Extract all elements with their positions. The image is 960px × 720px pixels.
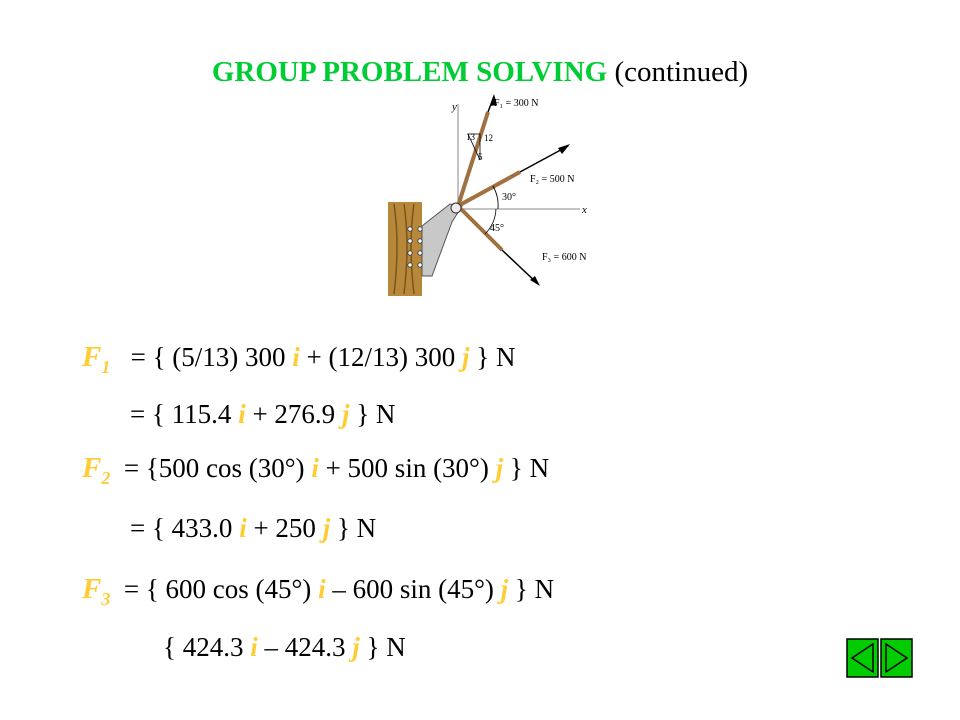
equation-line-3 [82, 451, 549, 495]
tri-13-label: 13 [466, 132, 475, 142]
eq4-i: i [239, 513, 247, 543]
f2-label: F₂ = 500 N [530, 174, 575, 185]
slide-navigation [846, 638, 914, 678]
gusset-plate [422, 204, 462, 276]
f1-symbol: $F_1$ [82, 341, 111, 377]
eq1-j: j [462, 342, 470, 372]
f1-label: F₁ = 300 N [494, 98, 539, 109]
next-slide-button[interactable] [881, 639, 912, 677]
eq2-end: } N [349, 399, 396, 429]
eq4-j: j [322, 513, 331, 543]
eq1-text: = { (5/13) 300 [130, 342, 293, 372]
prev-slide-button[interactable] [847, 639, 878, 677]
f2-symbol: $F_2$ [82, 452, 111, 488]
f3-symbol: $F_3$ [82, 573, 111, 609]
eq5-text: = { 600 cos (45°) [123, 574, 319, 604]
eq3-mid: + 500 sin (30°) [318, 453, 496, 483]
eq1-i: i [292, 342, 300, 372]
eq4-mid: + 250 [246, 513, 323, 543]
slide-title [0, 52, 960, 92]
equation-line-4 [130, 511, 376, 545]
eq6-mid: – 424.3 [257, 632, 353, 662]
eq6-end: } N [359, 632, 406, 662]
eq2-j: j [341, 399, 350, 429]
eq5-mid: – 600 sin (45°) [325, 574, 501, 604]
eq3-text: = {500 cos (30°) [123, 453, 312, 483]
force-diagram [370, 94, 610, 309]
eq5-end: } N [508, 574, 555, 604]
eq2-mid: + 276.9 [245, 399, 342, 429]
pin [451, 203, 461, 213]
angle-30-label: 30° [502, 192, 516, 203]
eq1-mid: + (12/13) 300 [299, 342, 462, 372]
eq1-end: } N [469, 342, 516, 372]
f3-label: F₃ = 600 N [542, 252, 587, 263]
equation-line-1 [82, 340, 515, 384]
eq3-j: j [495, 453, 504, 483]
tri-12-label: 12 [484, 133, 493, 143]
eq3-i: i [311, 453, 319, 483]
force-diagram-svg [370, 94, 610, 304]
eq4-text: = { 433.0 [130, 513, 240, 543]
title-main: GROUP PROBLEM SOLVING [211, 56, 608, 88]
x-axis-label: x [582, 204, 587, 216]
title-sub: (continued) [614, 56, 749, 88]
angle-45-label: 45° [490, 223, 504, 234]
equation-line-6 [163, 630, 406, 664]
eq6-text: { 424.3 [163, 632, 251, 662]
eq5-j: j [500, 574, 509, 604]
eq3-end: } N [503, 453, 550, 483]
equation-line-2 [130, 397, 395, 431]
eq6-j: j [352, 632, 360, 662]
y-axis-label: y [452, 101, 457, 113]
tri-5-label: 5 [478, 152, 483, 162]
eq5-i: i [318, 574, 326, 604]
eq4-end: } N [330, 513, 377, 543]
eq2-text: = { 115.4 [130, 399, 239, 429]
eq6-i: i [250, 632, 258, 662]
equation-line-5 [82, 572, 554, 616]
eq2-i: i [238, 399, 246, 429]
